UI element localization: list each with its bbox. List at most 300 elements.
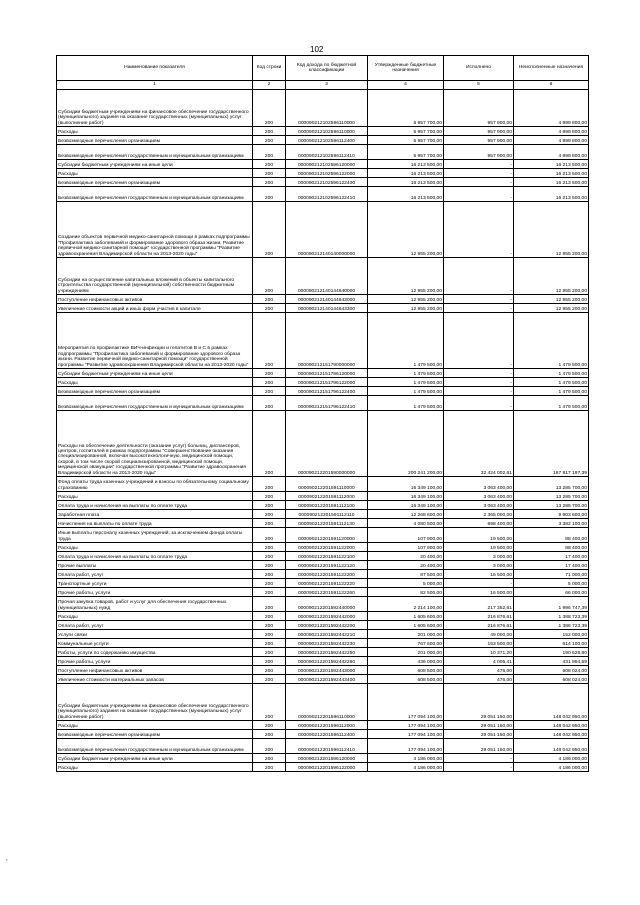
- row-name: Безвозмездные перечисления государственным и муниципальным организациям: [57, 187, 253, 202]
- table-row: [57, 369, 589, 378]
- row-line-code: 200: [253, 187, 286, 202]
- row-budget-code: 000090212201592442260: [286, 657, 368, 666]
- row-budget-code: 000090212201591112000: [286, 492, 368, 501]
- row-executed: 216 876,61: [444, 621, 514, 630]
- row-budget-code: 000090212201592440000: [286, 597, 368, 612]
- row-approved: 2 214 100,00: [368, 597, 444, 612]
- header-row: [57, 56, 589, 81]
- row-name: Увеличение стоимости материальных запасов: [57, 675, 253, 684]
- table-row: [57, 730, 589, 739]
- row-unexecuted: 12 955 200,00: [514, 304, 589, 313]
- row-line-code: 200: [253, 684, 286, 721]
- row-executed: 957 900,00: [444, 145, 514, 160]
- row-executed: -: [444, 369, 514, 378]
- row-name: Безвозмездные перечисления организациям: [57, 730, 253, 739]
- row-executed: -: [444, 187, 514, 202]
- row-line-code: 200: [253, 597, 286, 612]
- row-line-code: 200: [253, 477, 286, 492]
- row-approved: 5 957 700,00: [368, 127, 444, 136]
- row-executed: 10 371,20: [444, 648, 514, 657]
- column-number-row: [57, 81, 589, 90]
- row-unexecuted: 4 999 800,00: [514, 90, 589, 127]
- row-unexecuted: 88 400,00: [514, 528, 589, 543]
- row-line-code: 200: [253, 313, 286, 369]
- row-line-code: 200: [253, 396, 286, 411]
- row-name: Мероприятия по профилактике ВИЧ-инфекции и гепатитов В и С в рамках подпрограммы "Профилактика заболеваний и формирование здорового образа жизни. Развитие первичной медико-санитарной помощи" государственной программы "Развитие здравоохранения Владимирской области на 2013-2020 годы": [57, 313, 253, 369]
- row-name: Расходы: [57, 612, 253, 621]
- row-budget-code: 000090212201592442250: [286, 648, 368, 657]
- row-line-code: 200: [253, 657, 286, 666]
- row-unexecuted: 71 000,00: [514, 570, 589, 579]
- table-row: [57, 136, 589, 145]
- row-executed: -: [444, 202, 514, 258]
- row-unexecuted: 1 479 500,00: [514, 313, 589, 369]
- row-budget-code: 000090212201592443000: [286, 666, 368, 675]
- row-budget-code: 000090212102596120000: [286, 160, 368, 169]
- row-budget-code: 000090212201591120000: [286, 528, 368, 543]
- col-header-line-code: Код строки: [253, 56, 286, 81]
- row-approved: 12 955 200,00: [368, 258, 444, 295]
- row-name: Прочая закупка товаров, работ и услуг для обеспечения государственных (муниципальных) нужд: [57, 597, 253, 612]
- table-row: [57, 90, 589, 127]
- table-row: [57, 396, 589, 411]
- row-unexecuted: 4 999 800,00: [514, 145, 589, 160]
- row-approved: 107 900,00: [368, 528, 444, 543]
- row-executed: -: [444, 754, 514, 763]
- row-name: Начисления на выплаты по оплате труда: [57, 519, 253, 528]
- row-budget-code: 000090212140144643000: [286, 295, 368, 304]
- row-unexecuted: 167 817 197,39: [514, 411, 589, 477]
- row-unexecuted: 608 024,00: [514, 675, 589, 684]
- row-name: Субсидии бюджетным учреждениям на финансовое обеспечение государственного (муниципального) задания на оказание государственных (муниципальных) услуг (выполнение работ): [57, 684, 253, 721]
- row-name: Прочие выплаты: [57, 561, 253, 570]
- row-unexecuted: 614 100,00: [514, 639, 589, 648]
- row-unexecuted: 4 999 800,00: [514, 127, 589, 136]
- row-executed: 29 051 150,00: [444, 730, 514, 739]
- row-executed: 19 500,00: [444, 528, 514, 543]
- col-header-unexecuted: Неисполненные назначения: [514, 56, 589, 81]
- table-row: [57, 630, 589, 639]
- table-row: [57, 295, 589, 304]
- row-name: Субсидии на осуществление капитальных вложений в объекты капитального строительства государственной (муниципальной) собственности бюджетным учреждениям: [57, 258, 253, 295]
- row-executed: -: [444, 304, 514, 313]
- row-approved: 1 479 500,00: [368, 396, 444, 411]
- row-approved: 608 500,00: [368, 666, 444, 675]
- row-executed: 698 400,00: [444, 519, 514, 528]
- table-row: [57, 684, 589, 721]
- row-unexecuted: 5 000,00: [514, 579, 589, 588]
- row-approved: 1 479 500,00: [368, 378, 444, 387]
- row-approved: 436 000,00: [368, 657, 444, 666]
- row-name: Безвозмездные перечисления государственным и муниципальным организациям: [57, 145, 253, 160]
- table-row: [57, 477, 589, 492]
- row-unexecuted: 608 024,00: [514, 666, 589, 675]
- table-row: [57, 639, 589, 648]
- row-approved: 1 479 500,00: [368, 369, 444, 378]
- stray-mark: ,: [6, 856, 8, 862]
- table-row: [57, 501, 589, 510]
- row-line-code: 200: [253, 145, 286, 160]
- row-budget-code: 000090212201592442230: [286, 639, 368, 648]
- row-executed: -: [444, 178, 514, 187]
- row-executed: 16 500,00: [444, 588, 514, 597]
- row-budget-code: 000090212201596110000: [286, 684, 368, 721]
- row-name: Оплата труда и начисления на выплаты по оплате труда: [57, 552, 253, 561]
- row-line-code: 200: [253, 202, 286, 258]
- row-line-code: 200: [253, 528, 286, 543]
- row-executed: 217 352,61: [444, 597, 514, 612]
- row-executed: -: [444, 160, 514, 169]
- row-line-code: 200: [253, 492, 286, 501]
- row-name: Субсидии бюджетным учреждениям на иные цели: [57, 754, 253, 763]
- row-line-code: 200: [253, 160, 286, 169]
- row-budget-code: 000090212201590000000: [286, 411, 368, 477]
- row-line-code: 200: [253, 411, 286, 477]
- table-row: [57, 258, 589, 295]
- row-budget-code: 000090212151796122400: [286, 387, 368, 396]
- table-row: [57, 763, 589, 772]
- row-unexecuted: 1 479 500,00: [514, 396, 589, 411]
- col-header-budget-code: Код дохода по бюджетной классификации: [286, 56, 368, 81]
- table-row: [57, 552, 589, 561]
- row-line-code: 200: [253, 721, 286, 730]
- row-unexecuted: 12 955 200,00: [514, 295, 589, 304]
- row-name: Расходы: [57, 543, 253, 552]
- row-unexecuted: 12 955 200,00: [514, 202, 589, 258]
- row-name: Субсидии бюджетным учреждениям на иные цели: [57, 160, 253, 169]
- row-executed: 16 500,00: [444, 570, 514, 579]
- table-body: [57, 90, 589, 772]
- row-line-code: 200: [253, 127, 286, 136]
- row-unexecuted: 152 000,00: [514, 630, 589, 639]
- table-row: [57, 739, 589, 754]
- col-header-name: Наименование показателя: [57, 56, 253, 81]
- table-row: [57, 304, 589, 313]
- row-budget-code: 000090212201591122000: [286, 543, 368, 552]
- row-unexecuted: 16 213 500,00: [514, 187, 589, 202]
- row-approved: 201 000,00: [368, 648, 444, 657]
- row-budget-code: 000090212201591122260: [286, 588, 368, 597]
- row-unexecuted: 13 285 700,00: [514, 477, 589, 492]
- row-unexecuted: 1 479 500,00: [514, 378, 589, 387]
- row-executed: 29 051 150,00: [444, 721, 514, 730]
- row-executed: 957 900,00: [444, 127, 514, 136]
- row-unexecuted: 9 903 600,00: [514, 510, 589, 519]
- row-budget-code: 000090212201596112410: [286, 739, 368, 754]
- budget-execution-table: [56, 55, 589, 772]
- row-executed: -: [444, 387, 514, 396]
- row-name: Оплата работ, услуг: [57, 570, 253, 579]
- row-line-code: 200: [253, 675, 286, 684]
- row-approved: 1 605 600,00: [368, 612, 444, 621]
- row-budget-code: 000090212201591122100: [286, 552, 368, 561]
- table-row: [57, 519, 589, 528]
- row-budget-code: 000090212151796122000: [286, 378, 368, 387]
- row-unexecuted: 16 213 500,00: [514, 169, 589, 178]
- row-unexecuted: 431 994,59: [514, 657, 589, 666]
- table-row: [57, 588, 589, 597]
- row-budget-code: 000090212201592442000: [286, 612, 368, 621]
- row-executed: -: [444, 763, 514, 772]
- table-row: [57, 528, 589, 543]
- row-name: Безвозмездные перечисления организациям: [57, 136, 253, 145]
- row-unexecuted: 148 042 950,00: [514, 730, 589, 739]
- row-executed: 29 051 150,00: [444, 684, 514, 721]
- row-line-code: 200: [253, 648, 286, 657]
- row-budget-code: 000090212102596122400: [286, 178, 368, 187]
- row-unexecuted: 13 285 700,00: [514, 501, 589, 510]
- row-budget-code: 000090212201596112000: [286, 721, 368, 730]
- row-executed: 3 000,00: [444, 561, 514, 570]
- col-number: 3: [286, 81, 368, 90]
- row-name: Расходы на обеспечение деятельности (оказание услуг) больниц, диспансеров, центров, госпиталей в рамках подпрограммы "Совершенствование оказания специализированной, включая высокотехнологичную, медицинской помощи, скорой, в том числе скорой специализированной, медицинской помощи, медицинской эвакуации" государственной программы "Развитие здравоохранения Владимирской области на 2013-2020 годы": [57, 411, 253, 477]
- row-unexecuted: 66 000,00: [514, 588, 589, 597]
- row-approved: 16 349 100,00: [368, 492, 444, 501]
- row-line-code: 200: [253, 136, 286, 145]
- row-unexecuted: 1 479 500,00: [514, 387, 589, 396]
- row-name: Заработная плата: [57, 510, 253, 519]
- table-row: [57, 570, 589, 579]
- row-name: Расходы: [57, 721, 253, 730]
- row-approved: 12 955 200,00: [368, 295, 444, 304]
- col-number: 1: [57, 81, 253, 90]
- row-unexecuted: 1 388 723,39: [514, 621, 589, 630]
- row-budget-code: 000090212151796122410: [286, 396, 368, 411]
- table-row: [57, 621, 589, 630]
- row-budget-code: 000090212151790000000: [286, 313, 368, 369]
- row-budget-code: 000090212140140000000: [286, 202, 368, 258]
- table-row: [57, 510, 589, 519]
- row-name: Поступление нефинансовых активов: [57, 666, 253, 675]
- row-line-code: 200: [253, 763, 286, 772]
- row-line-code: 200: [253, 543, 286, 552]
- page-number: 102: [310, 45, 324, 54]
- row-approved: 16 213 500,00: [368, 160, 444, 169]
- row-approved: 20 400,00: [368, 552, 444, 561]
- table-row: [57, 387, 589, 396]
- table-row: [57, 378, 589, 387]
- row-name: Безвозмездные перечисления государственным и муниципальным организациям: [57, 739, 253, 754]
- row-line-code: 200: [253, 258, 286, 295]
- row-name: Расходы: [57, 763, 253, 772]
- row-name: Расходы: [57, 169, 253, 178]
- row-unexecuted: 1 388 723,39: [514, 612, 589, 621]
- row-name: Прочие работы, услуги: [57, 657, 253, 666]
- table-row: [57, 145, 589, 160]
- row-line-code: 200: [253, 754, 286, 763]
- row-executed: -: [444, 258, 514, 295]
- row-budget-code: 000090212201591122220: [286, 579, 368, 588]
- row-unexecuted: 13 285 700,00: [514, 492, 589, 501]
- table-row: [57, 187, 589, 202]
- row-approved: 1 479 500,00: [368, 313, 444, 369]
- row-line-code: 200: [253, 387, 286, 396]
- row-budget-code: 000090212201596112400: [286, 730, 368, 739]
- col-number: 2: [253, 81, 286, 90]
- row-approved: 107 900,00: [368, 543, 444, 552]
- row-name: Работы, услуги по содержанию имущества: [57, 648, 253, 657]
- row-unexecuted: 16 213 500,00: [514, 160, 589, 169]
- row-executed: -: [444, 295, 514, 304]
- table-row: [57, 127, 589, 136]
- row-executed: 957 900,00: [444, 136, 514, 145]
- table-row: [57, 169, 589, 178]
- row-line-code: 200: [253, 295, 286, 304]
- row-budget-code: 000090212201591122120: [286, 561, 368, 570]
- row-budget-code: 000090212201591122200: [286, 570, 368, 579]
- row-name: Иные выплаты персоналу казенных учреждений, за исключением фонда оплаты труда: [57, 528, 253, 543]
- table-row: [57, 612, 589, 621]
- row-approved: 608 500,00: [368, 675, 444, 684]
- row-approved: 16 349 100,00: [368, 477, 444, 492]
- row-unexecuted: 3 382 100,00: [514, 519, 589, 528]
- row-unexecuted: 88 400,00: [514, 543, 589, 552]
- row-approved: 1 479 500,00: [368, 387, 444, 396]
- row-line-code: 200: [253, 730, 286, 739]
- row-approved: 5 957 700,00: [368, 145, 444, 160]
- row-line-code: 200: [253, 304, 286, 313]
- row-executed: 19 500,00: [444, 543, 514, 552]
- row-line-code: 200: [253, 561, 286, 570]
- table-row: [57, 492, 589, 501]
- row-name: Создание объектов первичной медико-санитарной помощи в рамках подпрограммы "Профилактика заболеваний и формирование здорового образа жизни. Развитие первичной медико-санитарной помощи" государственной программы "Развитие здравоохранения Владимирской области на 2013-2020 годы": [57, 202, 253, 258]
- row-unexecuted: 4 186 000,00: [514, 763, 589, 772]
- table-row: [57, 721, 589, 730]
- row-unexecuted: 1 479 500,00: [514, 369, 589, 378]
- row-unexecuted: 17 400,00: [514, 552, 589, 561]
- row-approved: 5 957 700,00: [368, 136, 444, 145]
- row-name: Безвозмездные перечисления организациям: [57, 178, 253, 187]
- row-name: Безвозмездные перечисления организациям: [57, 387, 253, 396]
- row-budget-code: 000090212102596122410: [286, 187, 368, 202]
- row-name: Субсидии бюджетным учреждениям на финансовое обеспечение государственного (муниципального) задания на оказание государственных (муниципальных) услуг (выполнение работ): [57, 90, 253, 127]
- col-number: 4: [368, 81, 444, 90]
- table-row: [57, 597, 589, 612]
- row-unexecuted: 12 955 200,00: [514, 258, 589, 295]
- row-unexecuted: 148 042 950,00: [514, 684, 589, 721]
- row-budget-code: 000090212201591112110: [286, 510, 368, 519]
- row-line-code: 200: [253, 378, 286, 387]
- table-row: [57, 657, 589, 666]
- col-header-approved: Утвержденные бюджетные назначения: [368, 56, 444, 81]
- row-executed: 216 876,61: [444, 612, 514, 621]
- table-row: [57, 754, 589, 763]
- row-line-code: 200: [253, 552, 286, 561]
- row-approved: 87 500,00: [368, 570, 444, 579]
- row-executed: 3 063 400,00: [444, 501, 514, 510]
- row-name: Оплата работ, услуг: [57, 621, 253, 630]
- row-unexecuted: 190 628,80: [514, 648, 589, 657]
- row-budget-code: 000090212201592442210: [286, 630, 368, 639]
- row-approved: 200 241 200,00: [368, 411, 444, 477]
- row-budget-code: 000090212201591112100: [286, 501, 368, 510]
- row-approved: 4 186 000,00: [368, 754, 444, 763]
- row-executed: 476,00: [444, 666, 514, 675]
- col-header-executed: Исполнено: [444, 56, 514, 81]
- row-approved: 16 349 100,00: [368, 501, 444, 510]
- row-line-code: 200: [253, 588, 286, 597]
- row-budget-code: 000090212201591110000: [286, 477, 368, 492]
- table-row: [57, 411, 589, 477]
- table-row: [57, 202, 589, 258]
- row-budget-code: 000090212102596110000: [286, 127, 368, 136]
- row-approved: 16 213 500,00: [368, 178, 444, 187]
- table-row: [57, 543, 589, 552]
- row-line-code: 200: [253, 612, 286, 621]
- row-approved: 4 186 000,00: [368, 763, 444, 772]
- row-executed: 153 500,00: [444, 639, 514, 648]
- row-name: Коммунальные услуги: [57, 639, 253, 648]
- row-unexecuted: 4 999 800,00: [514, 136, 589, 145]
- row-line-code: 200: [253, 630, 286, 639]
- table-row: [57, 160, 589, 169]
- row-line-code: 200: [253, 369, 286, 378]
- row-executed: -: [444, 378, 514, 387]
- row-unexecuted: 16 213 500,00: [514, 178, 589, 187]
- row-name: Оплата труда и начисления на выплаты по оплате труда: [57, 501, 253, 510]
- row-approved: 12 955 200,00: [368, 304, 444, 313]
- row-name: Безвозмездные перечисления государственным и муниципальным организациям: [57, 396, 253, 411]
- row-budget-code: 000090212140144643300: [286, 304, 368, 313]
- col-number: 5: [444, 81, 514, 90]
- row-name: Расходы: [57, 492, 253, 501]
- row-line-code: 200: [253, 621, 286, 630]
- row-line-code: 200: [253, 579, 286, 588]
- row-unexecuted: 4 186 000,00: [514, 754, 589, 763]
- row-budget-code: 000090212201596120000: [286, 754, 368, 763]
- row-line-code: 200: [253, 90, 286, 127]
- row-approved: 177 094 100,00: [368, 730, 444, 739]
- row-name: Фонд оплаты труда казенных учреждений и взносы по обязательному социальному страхованию: [57, 477, 253, 492]
- col-number: 6: [514, 81, 589, 90]
- row-approved: 5 957 700,00: [368, 90, 444, 127]
- row-budget-code: 000090212201592442200: [286, 621, 368, 630]
- row-executed: 3 063 400,00: [444, 477, 514, 492]
- table-row: [57, 675, 589, 684]
- table-row: [57, 579, 589, 588]
- row-approved: 177 094 100,00: [368, 721, 444, 730]
- row-executed: -: [444, 579, 514, 588]
- row-executed: 2 365 000,00: [444, 510, 514, 519]
- row-budget-code: 000090212201596122000: [286, 763, 368, 772]
- row-name: Расходы: [57, 378, 253, 387]
- row-name: Субсидии бюджетным учреждениям на иные цели: [57, 369, 253, 378]
- row-budget-code: 000090212151796120000: [286, 369, 368, 378]
- row-line-code: 200: [253, 169, 286, 178]
- table-row: [57, 178, 589, 187]
- row-budget-code: 000090212102596110000: [286, 90, 368, 127]
- row-budget-code: 000090212201592443400: [286, 675, 368, 684]
- row-approved: 177 094 100,00: [368, 684, 444, 721]
- row-executed: 3 063 400,00: [444, 492, 514, 501]
- row-approved: 12 955 200,00: [368, 202, 444, 258]
- row-unexecuted: 148 042 950,00: [514, 721, 589, 730]
- row-unexecuted: 1 996 747,39: [514, 597, 589, 612]
- row-approved: 82 500,00: [368, 588, 444, 597]
- row-line-code: 200: [253, 739, 286, 754]
- row-line-code: 200: [253, 639, 286, 648]
- row-approved: 12 268 600,00: [368, 510, 444, 519]
- row-approved: 5 000,00: [368, 579, 444, 588]
- row-approved: 16 213 500,00: [368, 169, 444, 178]
- row-name: Прочие работы, услуги: [57, 588, 253, 597]
- row-executed: -: [444, 313, 514, 369]
- table-row: [57, 561, 589, 570]
- row-unexecuted: 148 042 950,00: [514, 739, 589, 754]
- row-executed: 29 051 150,00: [444, 739, 514, 754]
- row-executed: 476,00: [444, 675, 514, 684]
- row-approved: 767 600,00: [368, 639, 444, 648]
